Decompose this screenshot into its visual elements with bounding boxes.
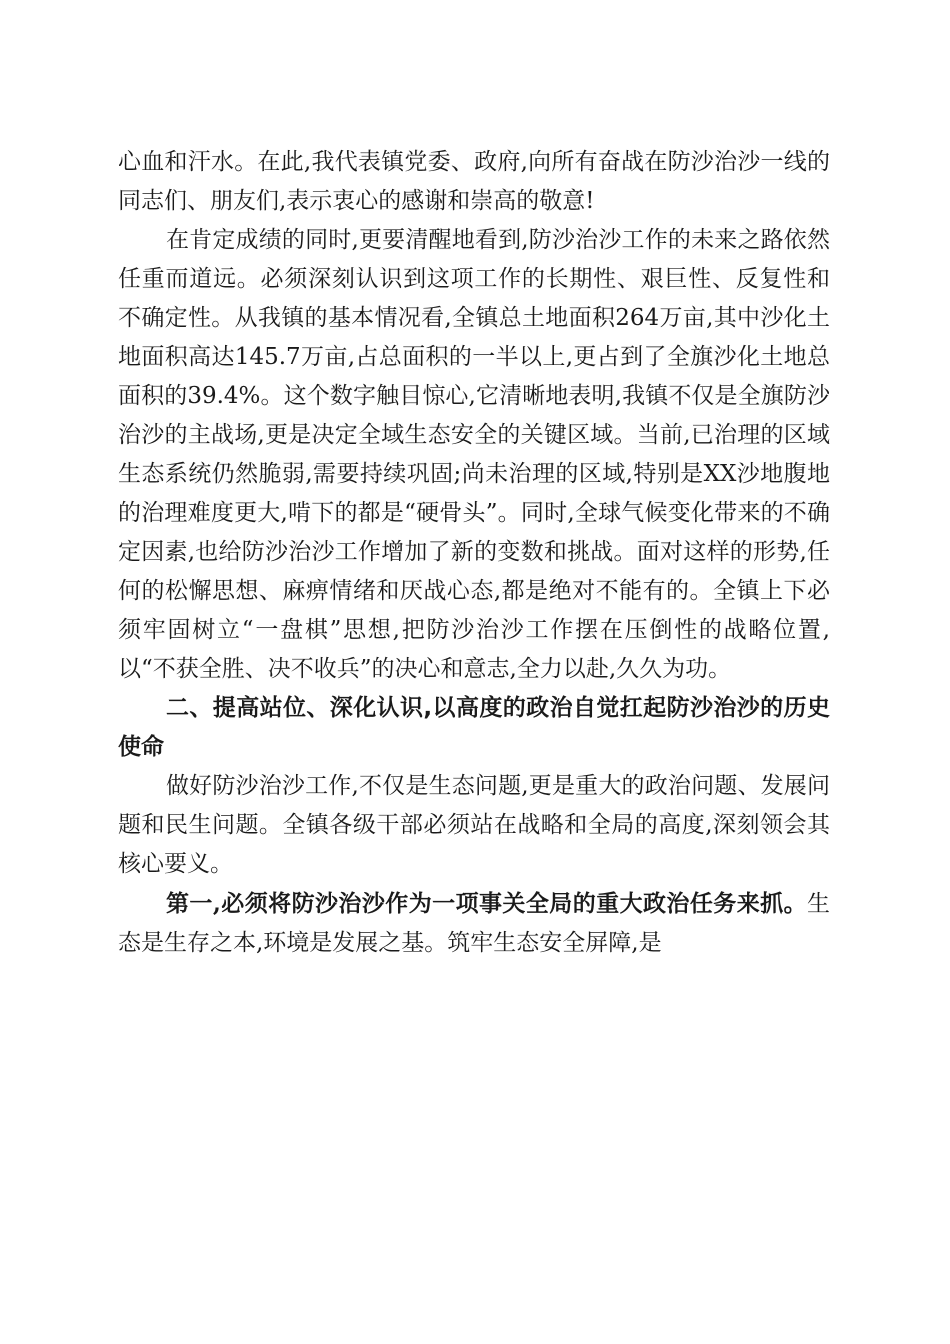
section-heading: 二、提高站位、深化认识,以高度的政治自觉扛起防沙治沙的历史使命 xyxy=(118,695,830,760)
paragraph-situation: 在肯定成绩的同时,更要清醒地看到,防沙治沙工作的未来之路依然任重而道远。必须深刻认识到这项工作的长期性、艰巨性、反复性和不确定性。从我镇的基本情况看,全镇总土地面积264万亩,其中沙化土地面积高达145.7万亩,占总面积的一半以上,更占到了全旗沙化土地总面积的39.4%。这个数字触目惊心,它清晰地表明,我镇不仅是全旗防沙治沙的主战场,更是决定全域生态安全的关键区域。当前,已治理的区域生态系统仍然脆弱,需要持续巩固;尚未治理的区域,特别是XX沙地腹地的治理难度更大,啃下的都是“硬骨头”。同时,全球气候变化带来的不确定因素,也给防沙治沙工作增加了新的变数和挑战。面对这样的形势,任何的松懈思想、麻痹情绪和厌战心态,都是绝对不能有的。全镇上下必须牢固树立“一盘棋”思想,把防沙治沙工作摆在压倒性的战略位置,以“不获全胜、决不收兵”的决心和意志,全力以赴,久久为功。 xyxy=(118,227,830,682)
document-body xyxy=(118,143,830,963)
first-point-text: 生态是生存之本,环境是发展之基。筑牢生态安全屏障,是 xyxy=(118,891,830,956)
paragraph-continuation: 心血和汗水。在此,我代表镇党委、政府,向所有奋战在防沙治沙一线的同志们、朋友们,表示衷心的感谢和崇高的敬意! xyxy=(118,149,830,214)
paragraph-first-point xyxy=(118,884,830,963)
first-point-lead: 第一,必须将防沙治沙作为一项事关全局的重大政治任务来抓。 xyxy=(166,890,807,917)
paragraph-significance: 做好防沙治沙工作,不仅是生态问题,更是重大的政治问题、发展问题和民生问题。全镇各级干部必须站在战略和全局的高度,深刻领会其核心要义。 xyxy=(118,773,830,877)
